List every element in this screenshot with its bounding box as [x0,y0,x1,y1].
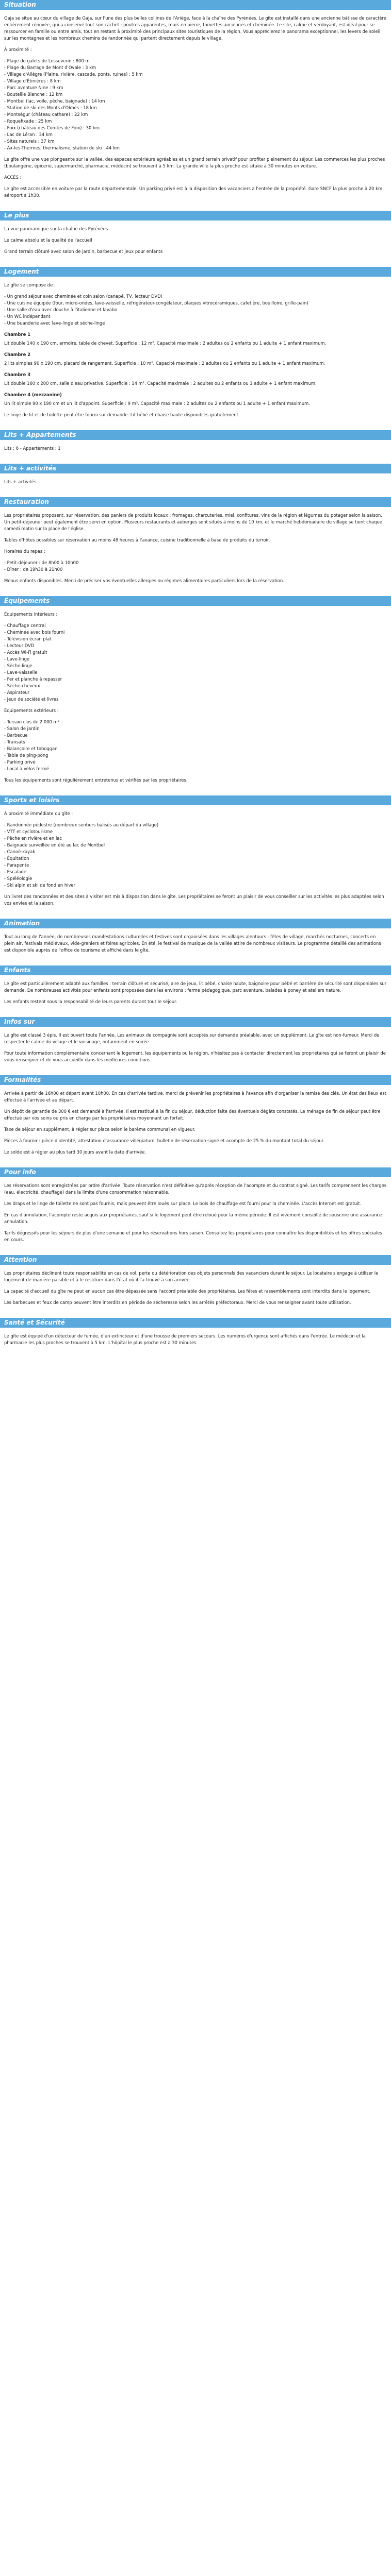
section-enfants [0,965,391,1017]
section-infos-sur [0,1017,391,1075]
list-item: - Terrain clos de 2 000 m² [4,719,60,724]
section-heading: Lits + activités [0,464,391,473]
section-body [0,15,391,211]
paragraph: Équipements intérieurs : [4,612,58,617]
section-body [0,1032,391,1075]
list-item: - Parking privé [4,759,36,765]
subheading: Chambre 3 [4,372,31,377]
paragraph: Horaires du repas : [4,549,45,554]
list-item: - Sèche-cheveux [4,683,40,688]
section-heading: Équipements [0,596,391,606]
section-heading: Lits + Appartements [0,430,391,440]
list-item: - Baignade surveillée en été au lac de Montbel [4,842,105,848]
list-item: - Sèche-linge [4,663,32,668]
paragraph: Un livret des randonnées et des sites à visiter est mis à disposition dans le gîte. Les propriétaires se feront un plaisir de vous conseiller sur les activités les plus adaptées selon vos envies et la saison. [4,894,384,906]
list-item: - Barbecue [4,733,28,738]
list-item: - Ax-les-Thermes, thermalisme, station de ski : 44 km [4,145,120,150]
list-item: - Station de ski des Monts d'Olmes : 18 km [4,105,97,110]
section-heading: Attention [0,1255,391,1265]
paragraph: Le gîte est accessible en voiture par la route départementale. Un parking privé est à la disposition des vacanciers à l'entrée de la propriété. Gare SNCF la plus proche à 20 km, aéroport à 1h30. [4,186,384,198]
section-body [0,226,391,267]
section-heading: Logement [0,267,391,277]
paragraph: Les propriétaires déclinent toute responsabilité en cas de vol, perte ou détérioration des objets personnels des vacanciers durant le séjour. Le locataire s'engage à utiliser le logement de manière paisible et à le restituer dans l'état où il l'a trouvé à son arrivée. [4,1270,379,1282]
paragraph: Le calme absolu et la qualité de l'accueil [4,238,92,243]
section-lits-appartements [0,430,391,464]
paragraph: Taxe de séjour en supplément, à régler sur place selon le barème communal en vigueur. [4,1127,196,1132]
section-heading: Santé et Sécurité [0,1318,391,1328]
list-item: - Village d'Allègre (Plaine, rivière, cascade, ponts, ruines) : 5 km [4,72,143,77]
paragraph: La capacité d'accueil du gîte ne peut en aucun cas être dépassée sans l'accord préalable des propriétaires. Les fêtes et rassemblements sont interdits dans le logement. [4,1289,371,1294]
subheading: Chambre 4 (mezzanine) [4,392,62,397]
section-sports-et-loisirs [0,795,391,919]
bullet-list [4,560,387,573]
paragraph: Tout au long de l'année, de nombreuses manifestations culturelles et festives sont organisées dans les villages alentours : fêtes de village, marchés nocturnes, concerts en plein air, festivals médiévaux, vide-greniers et foires agricoles. En été, le festival de musique de la vallée attire de nombreux visiteurs. Le programme détaillé des animations est disponible auprès de l'office de tourisme et affiché dans le gîte. [4,934,381,953]
paragraph: Un dépôt de garantie de 300 € est demandé à l'arrivée. Il est restitué à la fin du séjour, déduction faite des éventuels dégâts constatés. Le ménage de fin de séjour peut être effectué par vos soins ou pris en charge par les propriétaires moyennant un forfait. [4,1109,381,1121]
section-body [0,611,391,795]
section-body [0,445,391,464]
list-item: - Un grand séjour avec cheminée et coin salon (canapé, TV, lecteur DVD) [4,294,162,299]
section-le-plus [0,211,391,267]
list-item: - Montbel (lac, voile, pêche, baignade) : 14 km [4,98,105,104]
section-heading: Sports et loisirs [0,795,391,805]
section-quipements [0,596,391,795]
section-body [0,1182,391,1255]
paragraph: ACCÈS : [4,175,22,180]
section-body [0,1333,391,1358]
section-body [0,1270,391,1318]
section-body [0,934,391,965]
paragraph: Lit double 140 x 190 cm, armoire, table de chevet. Superficie : 12 m². Capacité maximale : 2 adultes ou 2 enfants ou 1 adulte + 1 enfant maximum. [4,341,327,346]
paragraph: Les barbecues et feux de camp peuvent être interdits en période de sécheresse selon les arrêtés préfectoraux. Merci de vous renseigner avant toute utilisation. [4,1300,351,1305]
list-item: - Foix (château des Comtes de Foix) : 30 km [4,125,100,130]
section-logement [0,267,391,430]
subheading: Chambre 1 [4,332,31,337]
section-lits-activit-s [0,464,391,497]
section-body [0,479,391,497]
section-heading: Infos sur [0,1017,391,1027]
list-item: - Aspirateur [4,690,30,695]
list-item: - Lave-vaisselle [4,670,38,675]
section-formalit-s [0,1075,391,1167]
list-item: - Village d'Étinières : 8 km [4,78,61,83]
paragraph: Grand terrain clôturé avec salon de jardin, barbecue et jeux pour enfants [4,249,163,254]
list-item: - Dîner : de 19h30 à 21h00 [4,567,63,572]
list-item: - Plage du Barrage de Mont d'Ovale : 3 km [4,65,96,70]
list-item: - Un WC indépendant [4,314,51,319]
list-item: - Spéléologie [4,876,32,881]
paragraph: Le gîte offre une vue plongeante sur la vallée, des espaces extérieurs agréables et un grand terrain privatif pour profiter pleinement du séjour. Les commerces les plus proches (boulangerie, épicerie, supermarché, pharmacie, médecin) se trouvent à 5 km. La grande ville la plus proche est située à 30 minutes en voiture. [4,157,385,168]
list-item: - Sites naturels : 37 km [4,139,55,144]
list-item: - Pêche en rivière et en lac [4,836,62,841]
list-item: - Local à vélos fermé [4,766,50,771]
list-item: - Bouteille Blanche : 12 km [4,92,63,97]
list-item: - Fer et planche à repasser [4,676,62,682]
list-item: - Plage de galets de Lesseverin : 800 m [4,58,90,63]
paragraph: Équipements extérieurs : [4,708,59,713]
paragraph: Le solde est à régler au plus tard 30 jours avant la date d'arrivée. [4,1149,146,1155]
paragraph: Le gîte est classé 3 épis. Il est ouvert toute l'année. Les animaux de compagnie sont acceptés sur demande préalable, avec un supplément. Le gîte est non-fumeur. Merci de respecter le calme du village et le voisinage, notamment en soirée. [4,1032,380,1044]
paragraph: Tous les équipements sont régulièrement entretenus et vérifiés par les propriétaires. [4,777,188,783]
list-item: - Jeux de société et livres [4,697,59,702]
list-item: - Canoë-kayak [4,849,36,854]
list-item: - Table de ping-pong [4,753,48,758]
paragraph: Lit double 160 x 200 cm, salle d'eau privative. Superficie : 14 m². Capacité maximale : 2 adultes ou 2 enfants ou 1 adulte + 1 enfant maximum. [4,381,317,386]
paragraph: À proximité immédiate du gîte : [4,811,73,816]
section-heading: Le plus [0,211,391,221]
list-item: - Escalade [4,869,27,874]
list-item: - Chauffage central [4,623,46,628]
list-item: - Cheminée avec bois fourni [4,630,65,635]
list-item: - Balançoire et toboggan [4,746,58,751]
list-item: - Équitation [4,856,29,861]
bullet-list [4,822,387,889]
list-item: - Une buanderie avec lave-linge et sèche-linge [4,320,105,326]
section-body [0,810,391,919]
paragraph: La vue panoramique sur la chaîne des Pyrénées [4,226,108,231]
paragraph: Le gîte se compose de : [4,282,56,287]
section-pour-info [0,1167,391,1255]
paragraph: Pour toute information complémentaire concernant le logement, les équipements ou la région, n'hésitez pas à contacter directement les propriétaires qui se feront un plaisir de vous renseigner et de vous accueillir dans les meilleures conditions. [4,1050,386,1062]
paragraph: Le linge de lit et de toilette peut être fourni sur demande. Lit bébé et chaise haute disponibles gratuitement. [4,412,240,417]
section-heading: Animation [0,919,391,928]
paragraph: En cas d'annulation, l'acompte reste acquis aux propriétaires, sauf si le logement peut être reloué pour la même période. Il est vivement conseillé de souscrire une assurance annulation. [4,1212,382,1224]
list-item: - Lave-linge [4,656,30,662]
section-sant-et-s-curit [0,1318,391,1358]
list-item: - Lac de Léran : 34 km [4,132,53,137]
section-animation [0,919,391,965]
section-situation [0,0,391,211]
section-body [0,282,391,430]
section-body [0,980,391,1017]
paragraph: Menus enfants disponibles. Merci de préciser vos éventuelles allergies ou régimes alimentaires particuliers lors de la réservation. [4,578,284,583]
paragraph: Le gîte est particulièrement adapté aux familles : terrain clôturé et sécurisé, aire de jeux, lit bébé, chaise haute, baignoire pour bébé et barrière de sécurité sont disponibles sur demande. De nombreuses activités pour enfants sont proposées dans les environs : ferme pédagogique, parc aventure, balades à poney et ateliers nature. [4,981,387,993]
paragraph: Lits + activités [4,479,37,484]
section-body [0,512,391,596]
paragraph: Tarifs dégressifs pour les séjours de plus d'une semaine et pour les réservations hors saison. Consultez les propriétaires pour connaître les disponibilités et les offres spéciales en cours. [4,1230,382,1242]
paragraph: Le gîte est équipé d'un détecteur de fumée, d'un extincteur et d'une trousse de premiers secours. Les numéros d'urgence sont affichés dans l'entrée. Le médecin et la pharmacie les plus proches se trouvent à 5 km. L'hôpital le plus proche est à 30 minutes. [4,1333,366,1345]
bullet-list [4,58,387,151]
section-heading: Formalités [0,1075,391,1085]
list-item: - Ski alpin et ski de fond en hiver [4,883,76,888]
list-item: - Une cuisine équipée (four, micro-ondes, lave-vaisselle, réfrigérateur-congélateur, plaques vitrocéramiques, cafetière, bouilloire, grille-pain) [4,300,308,306]
section-body [0,1090,391,1167]
paragraph: Lits : 6 - Appartements : 1 [4,446,61,451]
subheading: Chambre 2 [4,352,31,357]
section-heading: Pour info [0,1167,391,1177]
list-item: - Accès Wi-Fi gratuit [4,650,47,655]
section-heading: Restauration [0,497,391,507]
list-item: - Parc aventure Nine : 9 km [4,85,63,90]
list-item: - Petit-déjeuner : de 8h00 à 10h00 [4,560,79,565]
list-item: - Transats [4,739,25,744]
paragraph: Les réservations sont enregistrées par ordre d'arrivée. Toute réservation n'est définitive qu'après réception de l'acompte et du contrat signé. Les tarifs comprennent les charges (eau, électricité, chauffage) dans la limite d'une consommation raisonnable. [4,1183,387,1195]
list-item: - Montségur (château cathare) : 22 km [4,112,88,117]
paragraph: Un lit simple 90 x 190 cm et un lit d'appoint. Superficie : 9 m². Capacité maximale : 2 adultes ou 2 enfants ou 1 adulte + 1 enfant maximum. [4,401,310,406]
list-item: - VTT et cyclotourisme [4,829,53,834]
paragraph: Tables d'hôtes possibles sur réservation au moins 48 heures à l'avance, cuisine traditionnelle à base de produits du terroir. [4,537,270,543]
paragraph: 2 lits simples 90 x 190 cm, placard de rangement. Superficie : 10 m². Capacité maximale : 2 adultes ou 2 enfants ou 1 adulte + 1 enfant maximum. [4,361,325,366]
list-item: - Randonnée pédestre (nombreux sentiers balisés au départ du village) [4,822,159,827]
paragraph: À proximité : [4,47,32,52]
paragraph: Les draps et le linge de toilette ne sont pas fournis, mais peuvent être loués sur place. Le bois de chauffage est fourni pour la cheminée. L'accès Internet est gratuit. [4,1201,362,1206]
paragraph: Les enfants restent sous la responsabilité de leurs parents durant tout le séjour. [4,999,177,1004]
paragraph: Les propriétaires proposent, sur réservation, des paniers de produits locaux : fromages, charcuteries, miel, confitures, vins de la région et légumes du potager selon la saison. Un petit-déjeuner peut également être servi en option. Plusieurs restaurants et auberges sont situés à moins de 10 km, et le marché hebdomadaire du village se tient chaque samedi matin sur la place de l'église. [4,513,382,531]
bullet-list [4,719,387,772]
section-restauration [0,497,391,596]
list-item: - Une salle d'eau avec douche à l'italienne et lavabo [4,307,118,312]
section-attention [0,1255,391,1318]
list-item: - Salon de jardin [4,726,40,731]
paragraph: Gaja se situe au cœur du village de Gaja, sur l'une des plus belles collines de l'Ariège, face à la chaîne des Pyrénées. Le gîte est installé dans une ancienne bâtisse de caractère entièrement rénovée, qui a conservé tout son cachet : poutres apparentes, murs en pierre, tomettes anciennes et cheminée. Le site, calme et verdoyant, est idéal pour se ressourcer en famille ou entre amis, tout en restant à proximité des principaux sites touristiques de la région. Vous apprécierez le panorama exceptionnel, les levers de soleil sur les montagnes et les nombreux chemins de randonnée qui partent directement depuis le village. [4,15,386,41]
bullet-list [4,622,387,703]
list-item: - Roquefixade : 25 km [4,118,52,124]
list-item: - Télévision écran plat [4,636,52,641]
paragraph: Arrivée à partir de 16h00 et départ avant 10h00. En cas d'arrivée tardive, merci de prévenir les propriétaires à l'avance afin d'organiser la remise des clés. Un état des lieux est effectué à l'arrivée et au départ. [4,1091,387,1103]
section-heading: Situation [0,0,391,10]
bullet-list [4,293,387,327]
list-item: - Lecteur DVD [4,643,35,648]
section-heading: Enfants [0,965,391,975]
paragraph: Pièces à fournir : pièce d'identité, attestation d'assurance villégiature, bulletin de réservation signé et acompte de 25 % du montant total du séjour. [4,1138,325,1143]
list-item: - Parapente [4,862,29,868]
